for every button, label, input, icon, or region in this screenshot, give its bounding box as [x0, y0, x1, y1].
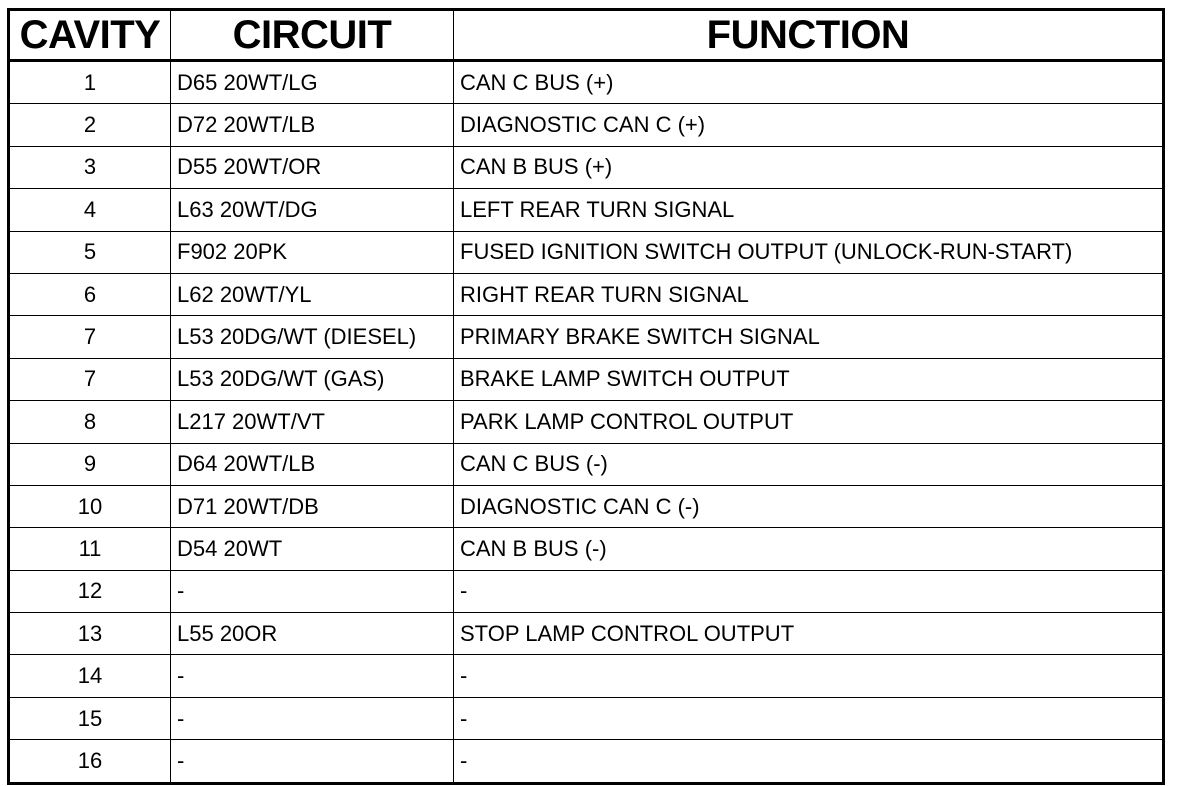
table-row	[9, 443, 1164, 485]
cavity-cell: 3	[9, 146, 171, 188]
function-cell: BRAKE LAMP SWITCH OUTPUT	[454, 358, 1164, 400]
circuit-cell: D65 20WT/LG	[171, 61, 454, 104]
function-cell: PARK LAMP CONTROL OUTPUT	[454, 401, 1164, 443]
cavity-cell: 6	[9, 273, 171, 315]
header-function: FUNCTION	[454, 10, 1164, 61]
header-row	[9, 10, 1164, 61]
circuit-cell: L62 20WT/YL	[171, 273, 454, 315]
function-cell: STOP LAMP CONTROL OUTPUT	[454, 613, 1164, 655]
table-row	[9, 146, 1164, 188]
function-cell: -	[454, 740, 1164, 783]
table-row	[9, 231, 1164, 273]
cavity-cell: 8	[9, 401, 171, 443]
cavity-cell: 9	[9, 443, 171, 485]
function-cell: -	[454, 655, 1164, 697]
table-row	[9, 273, 1164, 315]
circuit-cell: F902 20PK	[171, 231, 454, 273]
table-row	[9, 655, 1164, 697]
function-cell: RIGHT REAR TURN SIGNAL	[454, 273, 1164, 315]
header-circuit: CIRCUIT	[171, 10, 454, 61]
cavity-cell: 7	[9, 316, 171, 358]
cavity-cell: 5	[9, 231, 171, 273]
cavity-cell: 1	[9, 61, 171, 104]
table-row	[9, 401, 1164, 443]
circuit-cell: D72 20WT/LB	[171, 104, 454, 146]
cavity-cell: 13	[9, 613, 171, 655]
function-cell: CAN B BUS (+)	[454, 146, 1164, 188]
circuit-cell: L55 20OR	[171, 613, 454, 655]
header-cavity: CAVITY	[9, 10, 171, 61]
cavity-cell: 12	[9, 570, 171, 612]
cavity-cell: 4	[9, 189, 171, 231]
cavity-cell: 14	[9, 655, 171, 697]
function-cell: LEFT REAR TURN SIGNAL	[454, 189, 1164, 231]
cavity-cell: 16	[9, 740, 171, 783]
circuit-cell: -	[171, 570, 454, 612]
function-cell: PRIMARY BRAKE SWITCH SIGNAL	[454, 316, 1164, 358]
connector-pinout-table	[7, 8, 1165, 785]
table-row	[9, 613, 1164, 655]
table-row	[9, 189, 1164, 231]
circuit-cell: D64 20WT/LB	[171, 443, 454, 485]
table-row	[9, 740, 1164, 783]
cavity-cell: 10	[9, 485, 171, 527]
circuit-cell: L53 20DG/WT (GAS)	[171, 358, 454, 400]
cavity-cell: 11	[9, 528, 171, 570]
cavity-cell: 7	[9, 358, 171, 400]
circuit-cell: L53 20DG/WT (DIESEL)	[171, 316, 454, 358]
circuit-cell: D54 20WT	[171, 528, 454, 570]
circuit-cell: -	[171, 740, 454, 783]
table-row	[9, 485, 1164, 527]
circuit-cell: D55 20WT/OR	[171, 146, 454, 188]
table-row	[9, 358, 1164, 400]
table-row	[9, 104, 1164, 146]
table-row	[9, 570, 1164, 612]
circuit-cell: -	[171, 655, 454, 697]
function-cell: FUSED IGNITION SWITCH OUTPUT (UNLOCK-RUN-START)	[454, 231, 1164, 273]
table-body	[9, 61, 1164, 784]
cavity-cell: 15	[9, 697, 171, 739]
function-cell: -	[454, 570, 1164, 612]
circuit-cell: -	[171, 697, 454, 739]
function-cell: CAN B BUS (-)	[454, 528, 1164, 570]
cavity-cell: 2	[9, 104, 171, 146]
circuit-cell: L217 20WT/VT	[171, 401, 454, 443]
table-row	[9, 316, 1164, 358]
function-cell: DIAGNOSTIC CAN C (+)	[454, 104, 1164, 146]
table-header	[9, 10, 1164, 61]
function-cell: CAN C BUS (+)	[454, 61, 1164, 104]
circuit-cell: D71 20WT/DB	[171, 485, 454, 527]
table-row	[9, 528, 1164, 570]
function-cell: DIAGNOSTIC CAN C (-)	[454, 485, 1164, 527]
table-row	[9, 697, 1164, 739]
function-cell: -	[454, 697, 1164, 739]
function-cell: CAN C BUS (-)	[454, 443, 1164, 485]
circuit-cell: L63 20WT/DG	[171, 189, 454, 231]
table-row	[9, 61, 1164, 104]
